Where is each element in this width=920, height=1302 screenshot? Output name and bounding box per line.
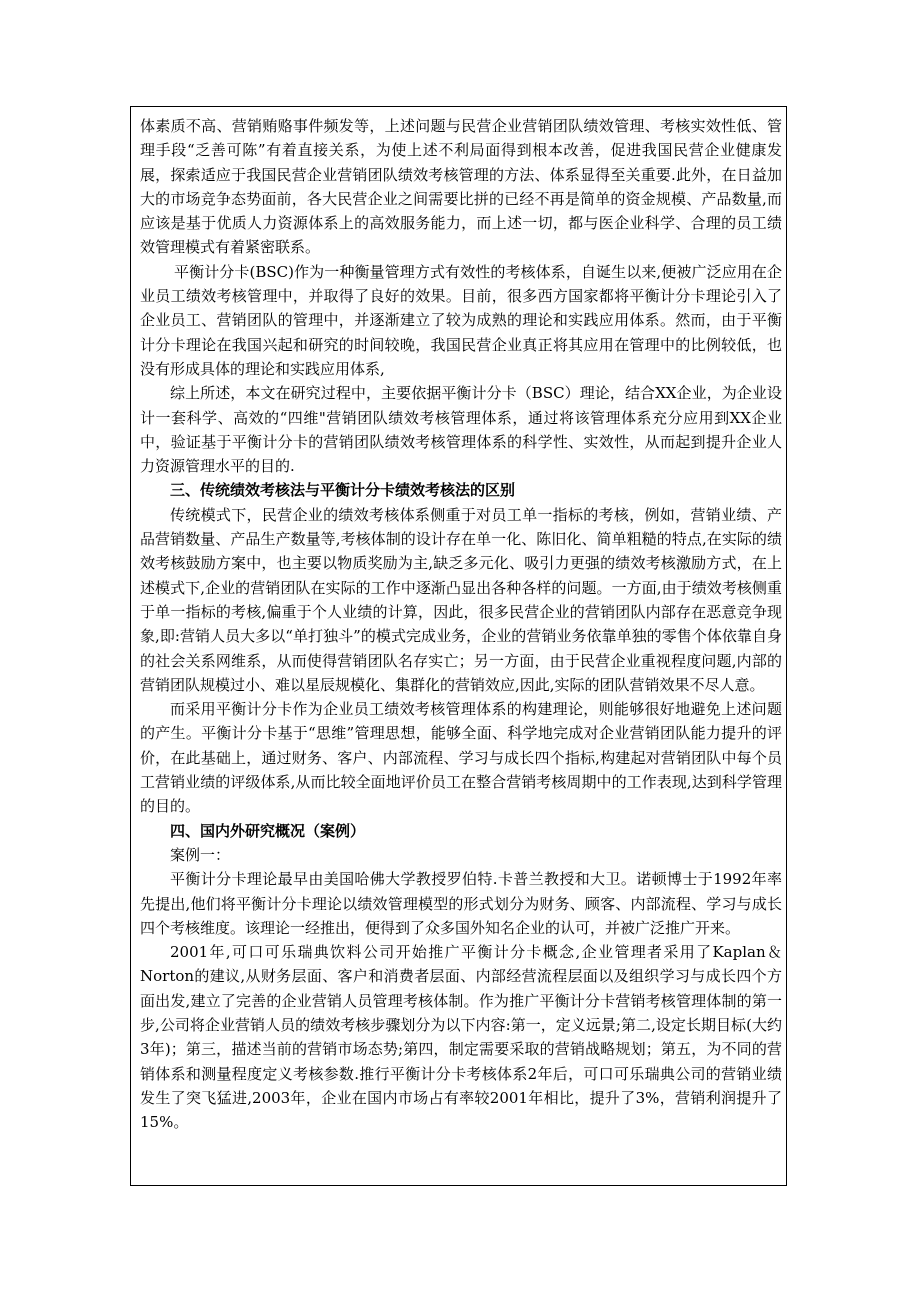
paragraph-summary: 综上所述，本文在研究过程中，主要依据平衡计分卡（BSC）理论，结合XX企业，为企业设计一套科学、高效的“四维"营销团队绩效考核管理体系，通过将该管理体系充分应用到XX企业中，验证基于平衡计分卡的营销团队绩效考核管理体系的科学性、实效性，从而起到提升企业人力资源管理水平的目的. bbox=[140, 384, 782, 476]
section-heading-4: 四、国内外研究概况（案例） bbox=[170, 821, 366, 840]
paragraph-bsc-origin: 平衡计分卡理论最早由美国哈佛大学教授罗伯特.卡普兰教授和大卫。诺顿博士于1992年率先提出,他们将平衡计分卡理论以绩效管理模型的形式划分为财务、顾客、内部流程、学习与成长四个考核维度。该理论一经推出，便得到了众多国外知名企业的认可，并被广泛推广开来。 bbox=[140, 870, 782, 937]
paragraph-bsc-overview: 平衡计分卡(BSC)作为一种衡量管理方式有效性的考核体系，自诞生以来,便被广泛应用在企业员工绩效考核管理中，并取得了良好的效果。目前，很多西方国家都将平衡计分卡理论引入了企业员工、营销团队的管理中，并逐渐建立了较为成熟的理论和实践应用体系。然而，由于平衡计分卡理论在我国兴起和研究的时间较晚，我国民营企业真正将其应用在管理中的比例较低，也没有形成具体的理论和实践应用体系, bbox=[140, 262, 782, 378]
case-label: 案例一： bbox=[170, 845, 231, 864]
paragraph-intro-continued: 体素质不高、营销贿赂事件频发等，上述问题与民营企业营销团队绩效管理、考核实效性低、管理手段“乏善可陈”有着直接关系，为使上述不利局面得到根本改善，促进我国民营企业健康发展，探索适应于我国民营企业营销团队绩效考核管理的方法、体系显得至关重要.此外，在日益加大的市场竞争态势面前，各大民营企业之间需要比拼的已经不再是简单的资金规模、产品数量,而应该是基于优质人力资源体系上的高效服务能力，而上述一切，都与医企业科学、合理的员工绩效管理模式有着紧密联系。 bbox=[140, 117, 782, 257]
document-body bbox=[140, 114, 782, 1134]
paragraph-coca-cola-case: 2001年,可口可乐瑞典饮料公司开始推广平衡计分卡概念,企业管理者采用了Kaplan＆Norton的建议,从财务层面、客户和消费者层面、内部经营流程层面以及组织学习与成长四个方面出发,建立了完善的企业营销人员管理考核体制。作为推广平衡计分卡营销考核管理体制的第一步,公司将企业营销人员的绩效考核步骤划分为以下内容:第一，定义远景;第二,设定长期目标(大约3年)；第三，描述当前的营销市场态势;第四，制定需要采取的营销战略规划；第五，为不同的营销体系和测量程度定义考核参数.推行平衡计分卡考核体系2年后，可口可乐瑞典公司的营销业绩发生了突飞猛进,2003年，企业在国内市场占有率较2001年相比，提升了3%，营销利润提升了15%。 bbox=[140, 943, 782, 1132]
paragraph-bsc-advantages: 而采用平衡计分卡作为企业员工绩效考核管理体系的构建理论，则能够很好地避免上述问题的产生。平衡计分卡基于“思维”管理思想，能够全面、科学地完成对企业营销团队能力提升的评价，在此基础上，通过财务、客户、内部流程、学习与成长四个指标,构建起对营销团队中每个员工营销业绩的评级体系,从而比较全面地评价员工在整合营销考核周期中的工作表现,达到科学管理的目的。 bbox=[140, 700, 782, 816]
section-heading-3: 三、传统绩效考核法与平衡计分卡绩效考核法的区别 bbox=[170, 481, 516, 500]
paragraph-traditional-model: 传统模式下，民营企业的绩效考核体系侧重于对员工单一指标的考核，例如，营销业绩、产品营销数量、产品生产数量等,考核体制的设计存在单一化、陈旧化、简单粗糙的特点,在实际的绩效考核鼓励方案中，也主要以物质奖励为主,缺乏多元化、吸引力更强的绩效考核激励方式，在上述模式下,企业的营销团队在实际的工作中逐渐凸显出各种各样的问题。一方面,由于绩效考核侧重于单一指标的考核,偏重于个人业绩的计算，因此，很多民营企业的营销团队内部存在恶意竞争现象,即:营销人员大多以“单打独斗”的模式完成业务，企业的营销业务依靠单独的零售个体依靠自身的社会关系网维系，从而使得营销团队名存实亡；另一方面，由于民营企业重视程度问题,内部的营销团队规模过小、难以星辰规模化、集群化的营销效应,因此,实际的团队营销效果不尽人意。 bbox=[140, 505, 782, 694]
